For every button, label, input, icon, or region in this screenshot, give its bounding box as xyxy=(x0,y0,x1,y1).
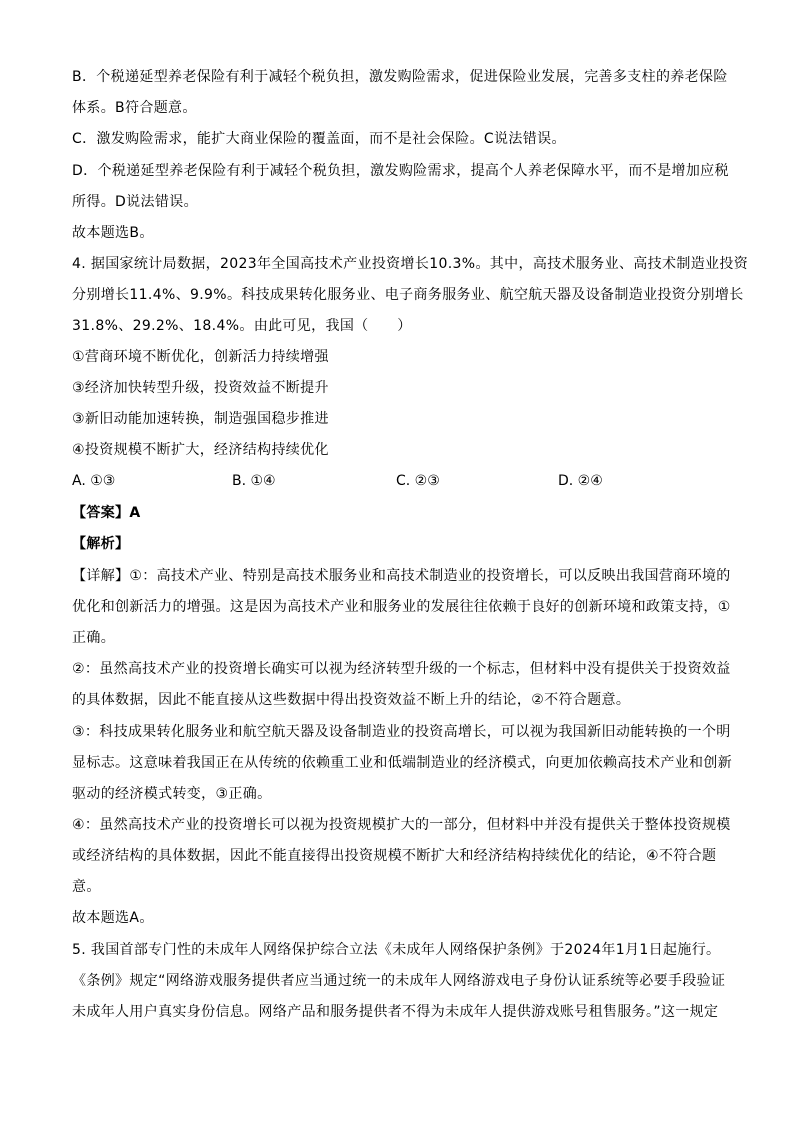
detail-line: ③：科技成果转化服务业和航空航天器及设备制造业的投资高增长，可以视为我国新旧动能转换的一个明 xyxy=(72,724,731,740)
option-d: D. ②④ xyxy=(558,473,603,489)
detail-line: 意。 xyxy=(72,879,101,895)
question-5-stem: 5. 我国首部专门性的未成年人网络保护综合立法《未成年人网络保护条例》于2024年1月1日起施行。 xyxy=(72,942,721,958)
detail-line: 的具体数据，因此不能直接从这些数据中得出投资效益不断上升的结论，②不符合题意。 xyxy=(72,692,631,708)
detail-line: 优化和创新活力的增强。这是因为高技术产业和服务业的发展往往依赖于良好的创新环境和政策支持，① xyxy=(72,599,731,615)
text-line: D．个税递延型养老保险有利于减轻个税负担，激发购险需求，提高个人养老保障水平，而不是增加应税 xyxy=(72,163,729,179)
question-4-stem: 分别增长11.4%、9.9%。科技成果转化服务业、电子商务服务业、航空航天器及设备制造业投资分别增长 xyxy=(72,287,744,303)
detail-line: 故本题选A。 xyxy=(72,910,154,926)
text-line: B．个税递延型养老保险有利于减轻个税负担，激发购险需求，促进保险业发展，完善多支柱的养老保险 xyxy=(72,69,728,85)
detail-line: 驱动的经济模式转变，③正确。 xyxy=(72,786,272,802)
question-5-stem: 《条例》规定“网络游戏服务提供者应当通过统一的未成年人网络游戏电子身份认证系统等必要手段验证 xyxy=(72,973,726,989)
statement-item: ①营商环境不断优化，创新活力持续增强 xyxy=(72,349,329,365)
statement-item: ④投资规模不断扩大，经济结构持续优化 xyxy=(72,442,329,458)
detail-line: 【详解】①：高技术产业、特别是高技术服务业和高技术制造业的投资增长，可以反映出我国营商环境的 xyxy=(72,568,731,584)
answer-label: 【答案】A xyxy=(72,505,141,521)
detail-line: 显标志。这意味着我国正在从传统的依赖重工业和低端制造业的经济模式，向更加依赖高技术产业和创新 xyxy=(72,755,733,771)
detail-line: ②：虽然高技术产业的投资增长确实可以视为经济转型升级的一个标志，但材料中没有提供关于投资效益 xyxy=(72,661,731,677)
question-4-stem: 31.8%、29.2%、18.4%。由此可见，我国（ ） xyxy=(72,318,412,334)
option-a: A. ①③ xyxy=(72,473,116,489)
detail-line: 或经济结构的具体数据，因此不能直接得出投资规模不断扩大和经济结构持续优化的结论，④不符合题 xyxy=(72,848,717,864)
text-line: 故本题选B。 xyxy=(72,225,154,241)
text-line: 体系。B符合题意。 xyxy=(72,100,197,116)
question-4-stem: 4. 据国家统计局数据，2023年全国高技术产业投资增长10.3%。其中，高技术服务业、高技术制造业投资 xyxy=(72,256,749,272)
option-c: C. ②③ xyxy=(396,473,440,489)
question-5-stem: 未成年人用户真实身份信息。网络产品和服务提供者不得为未成年人提供游戏账号租售服务。”这一规定 xyxy=(72,1004,719,1020)
text-line: C．激发购险需求，能扩大商业保险的覆盖面，而不是社会保险。C说法错误。 xyxy=(72,131,566,147)
text-line: 所得。D说法错误。 xyxy=(72,194,198,210)
detail-line: ④：虽然高技术产业的投资增长可以视为投资规模扩大的一部分，但材料中并没有提供关于整体投资规模 xyxy=(72,817,731,833)
detail-line: 正确。 xyxy=(72,630,116,646)
analysis-label: 【解析】 xyxy=(72,536,130,552)
statement-item: ③新旧动能加速转换，制造强国稳步推进 xyxy=(72,411,329,427)
statement-item: ③经济加快转型升级，投资效益不断提升 xyxy=(72,380,329,396)
option-b: B. ①④ xyxy=(232,473,276,489)
